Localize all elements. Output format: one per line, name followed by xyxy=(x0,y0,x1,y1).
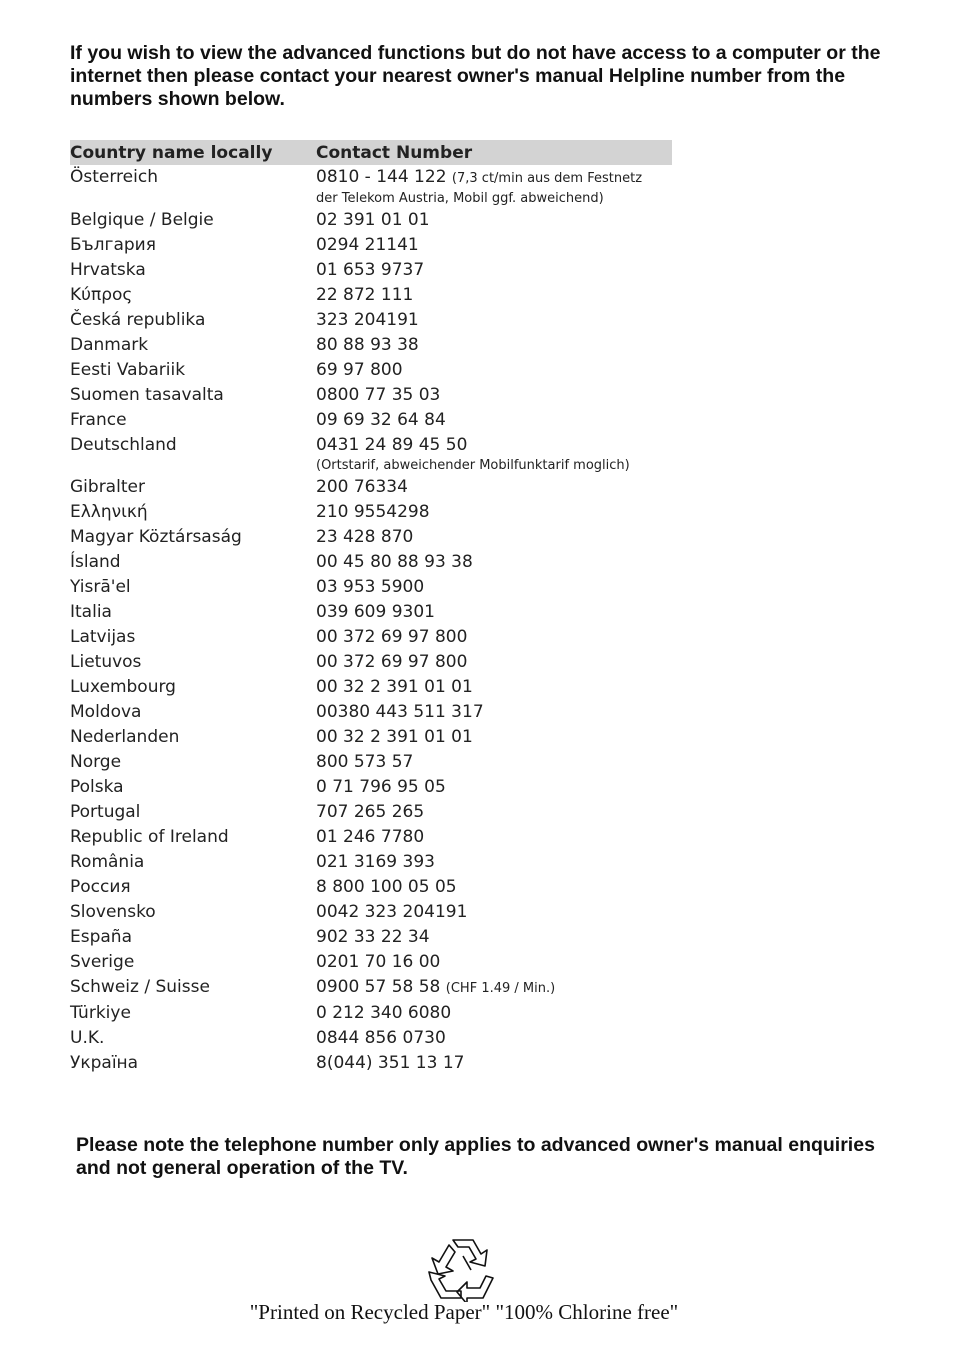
contact-number: 00 372 69 97 800 xyxy=(316,652,468,672)
table-row xyxy=(70,1001,672,1026)
contact-number-cell xyxy=(316,408,672,433)
country-name: U.K. xyxy=(70,1028,105,1048)
table-row xyxy=(70,308,672,333)
contact-number-cell xyxy=(316,1051,672,1076)
contact-number-cell xyxy=(316,500,672,525)
table-header xyxy=(70,140,672,165)
contact-number: 323 204191 xyxy=(316,310,419,330)
contact-number-cell xyxy=(316,875,672,900)
contact-number: 02 391 01 01 xyxy=(316,210,430,230)
contact-number-cell xyxy=(316,825,672,850)
country-name: France xyxy=(70,410,127,430)
table-row xyxy=(70,800,672,825)
contact-number: 8 800 100 05 05 xyxy=(316,877,457,897)
country-name: Hrvatska xyxy=(70,260,146,280)
table-row xyxy=(70,725,672,750)
contact-number-cell xyxy=(316,525,672,550)
contact-number-cell xyxy=(316,800,672,825)
contact-number-cell xyxy=(316,775,672,800)
country-name: Ελληνική xyxy=(70,502,148,522)
table-row xyxy=(70,283,672,308)
contact-number-cell xyxy=(316,233,672,258)
footer-text: "Printed on Recycled Paper" "100% Chlorine free" xyxy=(249,1300,679,1324)
country-name: Deutschland xyxy=(70,435,177,455)
country-name: Lietuvos xyxy=(70,652,142,672)
contact-number-cell xyxy=(316,575,672,600)
table-row xyxy=(70,850,672,875)
table-row xyxy=(70,383,672,408)
table-row xyxy=(70,408,672,433)
contact-number: 03 953 5900 xyxy=(316,577,425,597)
contact-number: 00380 443 511 317 xyxy=(316,702,484,722)
country-name: Belgique / Belgie xyxy=(70,210,214,230)
contact-number-cell xyxy=(316,925,672,950)
contact-number: 22 872 111 xyxy=(316,285,414,305)
country-name: Luxembourg xyxy=(70,677,176,697)
contact-number-cell xyxy=(316,900,672,925)
table-row xyxy=(70,233,672,258)
table-row xyxy=(70,650,672,675)
tariff-note: (CHF 1.49 / Min.) xyxy=(445,981,556,996)
contact-number-cell xyxy=(316,358,672,383)
country-name: Portugal xyxy=(70,802,141,822)
table-row xyxy=(70,358,672,383)
country-name: Latvijas xyxy=(70,627,136,647)
table-row xyxy=(70,675,672,700)
contact-number-cell xyxy=(316,725,672,750)
contact-number-cell xyxy=(316,625,672,650)
contact-number-cell xyxy=(316,600,672,625)
table-row xyxy=(70,700,672,725)
contact-number-cell xyxy=(316,750,672,775)
country-name: Eesti Vabariik xyxy=(70,360,186,380)
contact-number: 707 265 265 xyxy=(316,802,425,822)
contact-number: 021 3169 393 xyxy=(316,852,435,872)
table-row xyxy=(70,750,672,775)
tariff-note: (7,3 ct/min aus dem Festnetz xyxy=(451,171,643,186)
contact-number-cell xyxy=(316,283,672,308)
contact-number: 01 246 7780 xyxy=(316,827,425,847)
contact-number: 00 45 80 88 93 38 xyxy=(316,552,473,572)
contact-number-cell xyxy=(316,433,672,475)
table-body xyxy=(70,165,672,1076)
contact-number: 01 653 9737 xyxy=(316,260,425,280)
contact-number: 00 32 2 391 01 01 xyxy=(316,677,473,697)
contact-number: 0431 24 89 45 50 xyxy=(316,435,468,455)
table-row xyxy=(70,333,672,358)
country-name: Россия xyxy=(70,877,131,897)
contact-number-cell xyxy=(316,208,672,233)
country-name: Italia xyxy=(70,602,112,622)
recycle-icon xyxy=(427,1236,499,1302)
contact-number-cell xyxy=(316,675,672,700)
country-name: Ísland xyxy=(70,552,121,572)
country-name: Polska xyxy=(70,777,124,797)
contact-number: 23 428 870 xyxy=(316,527,414,547)
country-name: Česká republika xyxy=(70,310,206,330)
table-row xyxy=(70,433,672,475)
contact-number: 0042 323 204191 xyxy=(316,902,468,922)
table-row xyxy=(70,1026,672,1051)
tariff-subnote: der Telekom Austria, Mobil ggf. abweichend) xyxy=(316,191,604,206)
contact-number: 09 69 32 64 84 xyxy=(316,410,446,430)
country-name: Slovensko xyxy=(70,902,156,922)
contact-number-cell xyxy=(316,475,672,500)
country-name: Magyar Köztársaság xyxy=(70,527,242,547)
contact-number: 69 97 800 xyxy=(316,360,403,380)
header-contact-number: Contact Number xyxy=(316,142,473,163)
tariff-subnote: (Ortstarif, abweichender Mobilfunktarif moglich) xyxy=(316,458,630,473)
helpline-table xyxy=(70,140,672,1076)
contact-number: 00 32 2 391 01 01 xyxy=(316,727,473,747)
contact-number-cell xyxy=(316,975,672,1001)
table-row xyxy=(70,500,672,525)
contact-number: 0294 21141 xyxy=(316,235,419,255)
contact-number-cell xyxy=(316,258,672,283)
intro-text: If you wish to view the advanced functions but do not have access to a computer or the internet then please contact your nearest owner's manual Helpline number from the numbers shown below. xyxy=(70,42,881,110)
contact-number: 0800 77 35 03 xyxy=(316,385,441,405)
contact-number-cell xyxy=(316,383,672,408)
contact-number-cell xyxy=(316,308,672,333)
contact-number-cell xyxy=(316,165,672,208)
table-row xyxy=(70,875,672,900)
contact-number-cell xyxy=(316,850,672,875)
country-name: Україна xyxy=(70,1053,139,1073)
contact-number: 210 9554298 xyxy=(316,502,430,522)
country-name: Gibralter xyxy=(70,477,145,497)
table-row xyxy=(70,775,672,800)
contact-number: 0844 856 0730 xyxy=(316,1028,446,1048)
country-name: España xyxy=(70,927,132,947)
country-name: България xyxy=(70,235,156,255)
country-name: Κύπρος xyxy=(70,285,133,305)
table-row xyxy=(70,550,672,575)
contact-number-cell xyxy=(316,1026,672,1051)
table-row xyxy=(70,1051,672,1076)
contact-number-cell xyxy=(316,700,672,725)
contact-number: 00 372 69 97 800 xyxy=(316,627,468,647)
country-name: Moldova xyxy=(70,702,142,722)
contact-number: 0 212 340 6080 xyxy=(316,1003,452,1023)
contact-number: 200 76334 xyxy=(316,477,408,497)
contact-number-cell xyxy=(316,550,672,575)
contact-number-cell xyxy=(316,950,672,975)
contact-number: 80 88 93 38 xyxy=(316,335,419,355)
country-name: Sverige xyxy=(70,952,135,972)
table-row xyxy=(70,475,672,500)
table-row xyxy=(70,825,672,850)
country-name: Suomen tasavalta xyxy=(70,385,224,405)
contact-number: 0 71 796 95 05 xyxy=(316,777,446,797)
contact-number: 0900 57 58 58 xyxy=(316,977,441,997)
country-name: Republic of Ireland xyxy=(70,827,229,847)
table-row xyxy=(70,975,672,1001)
contact-number: 0810 - 144 122 xyxy=(316,167,447,187)
country-name: Danmark xyxy=(70,335,149,355)
country-name: Yisrā'el xyxy=(70,577,131,597)
table-row xyxy=(70,950,672,975)
table-row xyxy=(70,625,672,650)
table-row xyxy=(70,208,672,233)
country-name: Türkiye xyxy=(70,1003,131,1023)
contact-number: 0201 70 16 00 xyxy=(316,952,441,972)
table-row xyxy=(70,258,672,283)
table-row xyxy=(70,165,672,208)
table-row xyxy=(70,900,672,925)
table-row xyxy=(70,600,672,625)
contact-number-cell xyxy=(316,650,672,675)
country-name: România xyxy=(70,852,145,872)
contact-number: 8(044) 351 13 17 xyxy=(316,1053,465,1073)
country-name: Norge xyxy=(70,752,122,772)
contact-number-cell xyxy=(316,1001,672,1026)
country-name: Nederlanden xyxy=(70,727,180,747)
outro-text: Please note the telephone number only applies to advanced owner's manual enquiries and not general operation of the TV. xyxy=(76,1134,875,1179)
country-name: Österreich xyxy=(70,167,158,187)
table-row xyxy=(70,575,672,600)
header-country: Country name locally xyxy=(70,142,273,163)
contact-number-cell xyxy=(316,333,672,358)
contact-number: 039 609 9301 xyxy=(316,602,435,622)
contact-number: 800 573 57 xyxy=(316,752,414,772)
country-name: Schweiz / Suisse xyxy=(70,977,210,997)
contact-number: 902 33 22 34 xyxy=(316,927,430,947)
table-row xyxy=(70,525,672,550)
table-row xyxy=(70,925,672,950)
